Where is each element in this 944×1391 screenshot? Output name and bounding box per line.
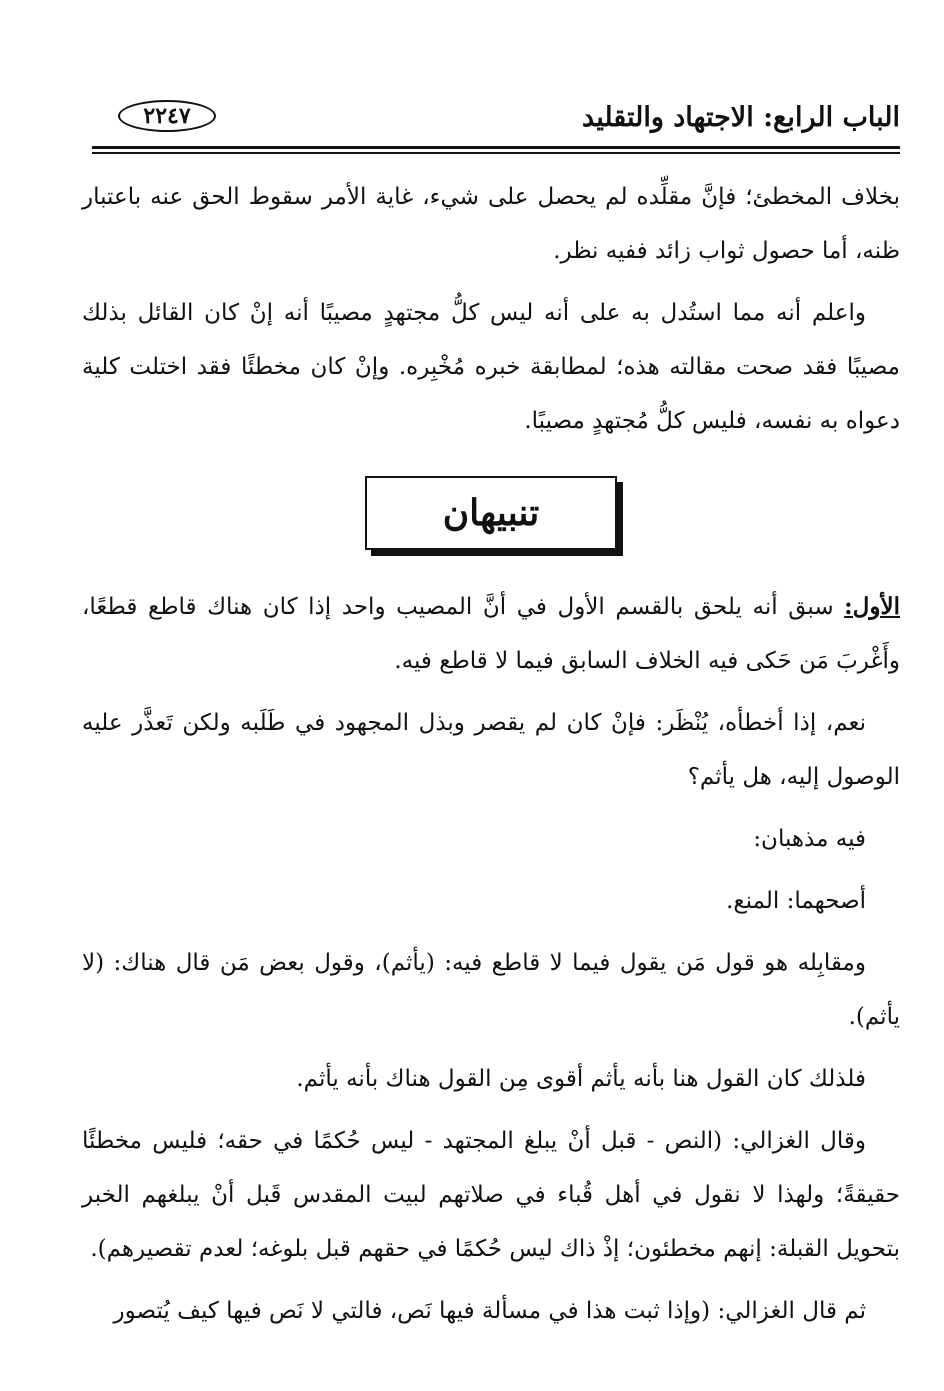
page-body — [82, 170, 900, 1346]
page-number: ٢٢٤٧ — [118, 100, 216, 132]
paragraph-4: فيه مذهبان: — [753, 826, 866, 852]
paragraph-1: بخلاف المخطئ؛ فإنَّ مقلِّده لم يحصل على شيء، غاية الأمر سقوط الحق عنه باعتبار ظنه، أما حصول ثواب زائد ففيه نظر. — [82, 184, 900, 264]
first-note-text: سبق أنه يلحق بالقسم الأول في أنَّ المصيب واحد إذا كان هناك قاطع قطعًا، وأَغْربَ مَن حَكى فيه الخلاف السابق فيما لا قاطع فيه. — [82, 594, 900, 674]
paragraph-6: ومقابِله هو قول مَن يقول فيما لا قاطع فيه: (يأثم)، وقول بعض مَن قال هناك: (لا يأثم). — [82, 950, 900, 1030]
first-note-lead: الأول: — [844, 593, 900, 620]
section-heading-wrap — [82, 476, 900, 556]
paragraph-3: نعم، إذا أخطأه، يُنْظَر: فإنْ كان لم يقصر وبذل المجهود في طَلَبه ولكن تَعذَّر عليه الوصول إليه، هل يأثم؟ — [82, 710, 900, 790]
paragraph-2: واعلم أنه مما استُدل به على أنه ليس كلُّ مجتهدٍ مصيبًا أنه إنْ كان القائل بذلك مصيبًا فقد صحت مقالته هذه؛ لمطابقة خبره مُخْبِره. وإنْ كان مخطئًا فقد اختلت كلية دعواه به نفسه، فليس كلُّ مُجتهدٍ مصيبًا. — [82, 300, 900, 434]
header-rule-thin — [92, 152, 900, 154]
running-title: الباب الرابع: الاجتهاد والتقليد — [582, 102, 900, 133]
paragraph-9: ثم قال الغزالي: (وإذا ثبت هذا في مسألة فيها نَص، فالتي لا نَص فيها كيف يُتصور — [113, 1298, 866, 1324]
paragraph-7: فلذلك كان القول هنا بأنه يأثم أقوى مِن القول هناك بأنه يأثم. — [296, 1066, 866, 1092]
paragraph-8: وقال الغزالي: (النص - قبل أنْ يبلغ المجتهد - ليس حُكمًا في حقه؛ فليس مخطئًا حقيقةً؛ ولهذا لا نقول في أهل قُباء في صلاتهم لبيت المقدس قَبل أنْ يبلغهم الخبر بتحويل القبلة: إنهم مخطئون؛ إذْ ذاك ليس حُكمًا في حقهم قبل بلوغه؛ لعدم تقصيرهم). — [82, 1128, 900, 1262]
paragraph-5: أصحهما: المنع. — [726, 888, 866, 914]
running-header — [92, 96, 900, 144]
header-rule-thick — [92, 146, 900, 149]
paragraph-first-note — [82, 580, 900, 688]
section-heading: تنبيهان — [365, 476, 617, 550]
